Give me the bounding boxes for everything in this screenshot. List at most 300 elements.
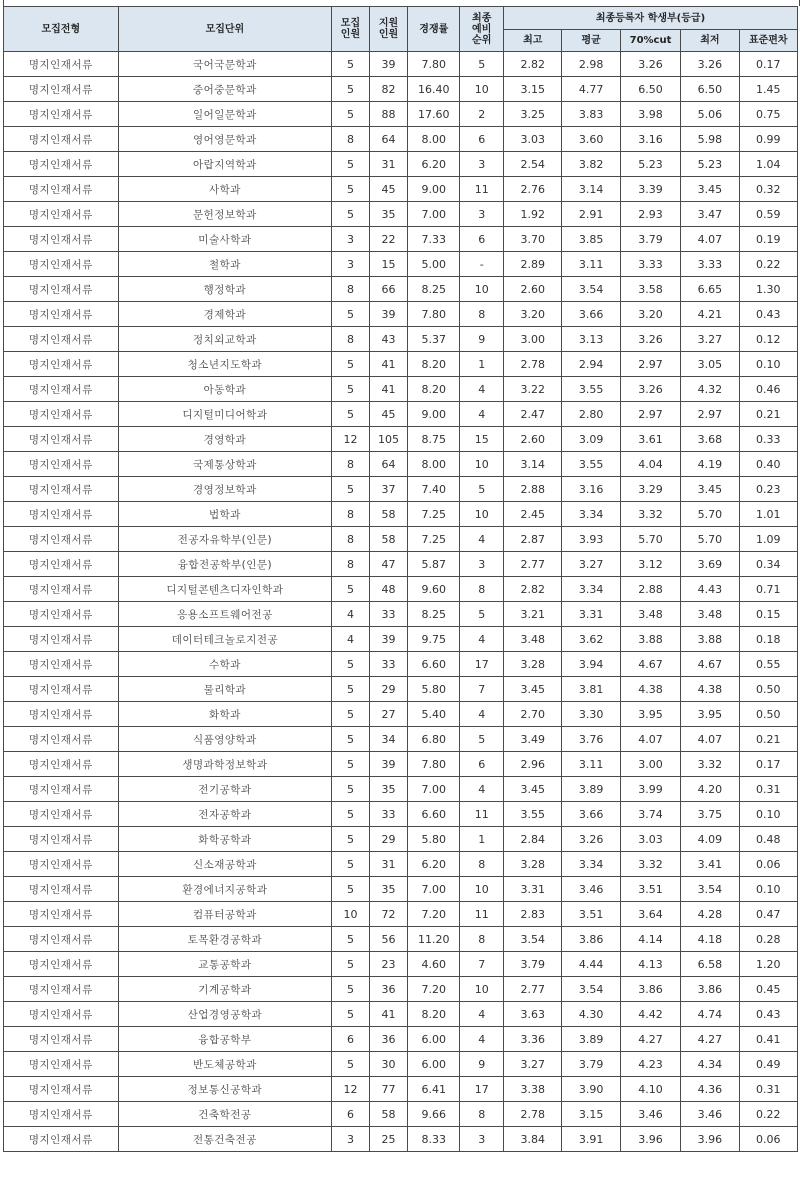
cell-unit: 전통건축전공 (118, 1127, 332, 1152)
header-unit: 모집단위 (118, 7, 332, 52)
header-recruit-line1: 모집 (340, 18, 361, 29)
cell-avg: 3.26 (562, 827, 620, 852)
cell-avg: 3.46 (562, 877, 620, 902)
cell-competition: 7.25 (408, 527, 460, 552)
table-row (4, 577, 798, 602)
cell-unit: 국어국문학과 (118, 52, 332, 77)
table-row (4, 1077, 798, 1102)
cell-avg: 3.60 (562, 127, 620, 152)
cell-competition: 8.00 (408, 127, 460, 152)
cell-max: 2.78 (504, 1102, 562, 1127)
cell-cut70: 3.88 (620, 627, 680, 652)
table-row (4, 1052, 798, 1077)
cell-applicants: 27 (369, 702, 408, 727)
cell-unit: 건축학전공 (118, 1102, 332, 1127)
cell-waitlist: 11 (460, 177, 504, 202)
cell-recruit: 4 (332, 627, 370, 652)
cell-waitlist: 7 (460, 677, 504, 702)
table-row (4, 427, 798, 452)
cell-competition: 8.25 (408, 277, 460, 302)
cell-min: 4.36 (681, 1077, 739, 1102)
table-row (4, 527, 798, 552)
cell-max: 3.36 (504, 1027, 562, 1052)
table-row (4, 202, 798, 227)
cell-cut70: 3.95 (620, 702, 680, 727)
cell-min: 3.75 (681, 802, 739, 827)
cell-avg: 2.98 (562, 52, 620, 77)
cell-unit: 생명과학정보학과 (118, 752, 332, 777)
cell-waitlist: 9 (460, 1052, 504, 1077)
cell-cut70: 3.26 (620, 327, 680, 352)
cell-sd: 0.48 (739, 827, 797, 852)
cell-min: 5.06 (681, 102, 739, 127)
cell-waitlist: 2 (460, 102, 504, 127)
cell-recruit: 8 (332, 452, 370, 477)
cell-sd: 0.50 (739, 677, 797, 702)
cell-waitlist: 15 (460, 427, 504, 452)
cell-type: 명지인재서류 (4, 352, 119, 377)
cell-applicants: 33 (369, 802, 408, 827)
cell-max: 3.28 (504, 852, 562, 877)
cell-applicants: 47 (369, 552, 408, 577)
cell-type: 명지인재서류 (4, 652, 119, 677)
table-row (4, 477, 798, 502)
cell-applicants: 39 (369, 52, 408, 77)
cell-type: 명지인재서류 (4, 177, 119, 202)
cell-min: 4.07 (681, 727, 739, 752)
cell-recruit: 5 (332, 1002, 370, 1027)
header-waitlist-line2: 예비 (472, 23, 492, 35)
header-min: 최저 (681, 30, 739, 52)
cell-type: 명지인재서류 (4, 1102, 119, 1127)
cell-unit: 토목환경공학과 (118, 927, 332, 952)
cell-sd: 0.59 (739, 202, 797, 227)
cell-sd: 0.18 (739, 627, 797, 652)
cell-applicants: 77 (369, 1077, 408, 1102)
cell-recruit: 5 (332, 927, 370, 952)
cell-type: 명지인재서류 (4, 427, 119, 452)
cell-min: 4.07 (681, 227, 739, 252)
cell-sd: 0.41 (739, 1027, 797, 1052)
cell-recruit: 5 (332, 202, 370, 227)
cell-recruit: 8 (332, 327, 370, 352)
cell-cut70: 4.23 (620, 1052, 680, 1077)
cell-waitlist: 9 (460, 327, 504, 352)
cell-unit: 정치외교학과 (118, 327, 332, 352)
cell-max: 3.21 (504, 602, 562, 627)
cell-min: 4.32 (681, 377, 739, 402)
cell-cut70: 2.97 (620, 402, 680, 427)
cell-unit: 컴퓨터공학과 (118, 902, 332, 927)
cell-max: 3.25 (504, 102, 562, 127)
cell-avg: 3.14 (562, 177, 620, 202)
cell-applicants: 88 (369, 102, 408, 127)
cell-min: 4.19 (681, 452, 739, 477)
cell-avg: 3.54 (562, 977, 620, 1002)
table-row (4, 327, 798, 352)
cell-competition: 7.80 (408, 752, 460, 777)
cell-recruit: 3 (332, 252, 370, 277)
cell-avg: 3.89 (562, 777, 620, 802)
cell-recruit: 8 (332, 552, 370, 577)
cell-applicants: 35 (369, 777, 408, 802)
cell-competition: 7.25 (408, 502, 460, 527)
cell-type: 명지인재서류 (4, 877, 119, 902)
cell-max: 2.96 (504, 752, 562, 777)
cell-waitlist: 17 (460, 1077, 504, 1102)
cell-cut70: 3.39 (620, 177, 680, 202)
cell-min: 5.23 (681, 152, 739, 177)
cell-waitlist: 3 (460, 1127, 504, 1152)
cell-unit: 아동학과 (118, 377, 332, 402)
cell-recruit: 5 (332, 402, 370, 427)
cell-unit: 식품영양학과 (118, 727, 332, 752)
cell-type: 명지인재서류 (4, 302, 119, 327)
cell-competition: 8.20 (408, 352, 460, 377)
cell-avg: 3.66 (562, 302, 620, 327)
cell-recruit: 5 (332, 852, 370, 877)
cell-max: 3.84 (504, 1127, 562, 1152)
cell-competition: 6.20 (408, 152, 460, 177)
cell-sd: 0.71 (739, 577, 797, 602)
cell-sd: 1.09 (739, 527, 797, 552)
cell-waitlist: 6 (460, 127, 504, 152)
cell-min: 3.47 (681, 202, 739, 227)
cell-sd: 0.10 (739, 877, 797, 902)
cell-applicants: 43 (369, 327, 408, 352)
cell-applicants: 45 (369, 177, 408, 202)
cell-competition: 9.75 (408, 627, 460, 652)
cell-type: 명지인재서류 (4, 327, 119, 352)
cell-avg: 3.16 (562, 477, 620, 502)
cell-recruit: 5 (332, 352, 370, 377)
cell-type: 명지인재서류 (4, 502, 119, 527)
cell-cut70: 4.10 (620, 1077, 680, 1102)
cell-sd: 0.40 (739, 452, 797, 477)
table-row (4, 977, 798, 1002)
cell-type: 명지인재서류 (4, 1077, 119, 1102)
cell-sd: 0.50 (739, 702, 797, 727)
cell-avg: 3.90 (562, 1077, 620, 1102)
cell-type: 명지인재서류 (4, 777, 119, 802)
cell-min: 3.45 (681, 177, 739, 202)
cell-waitlist: 1 (460, 352, 504, 377)
cell-sd: 0.10 (739, 352, 797, 377)
cell-max: 3.79 (504, 952, 562, 977)
cell-unit: 융합공학부 (118, 1027, 332, 1052)
cell-type: 명지인재서류 (4, 552, 119, 577)
cell-recruit: 4 (332, 602, 370, 627)
cell-sd: 1.30 (739, 277, 797, 302)
cell-waitlist: 17 (460, 652, 504, 677)
cell-min: 3.41 (681, 852, 739, 877)
cell-competition: 7.33 (408, 227, 460, 252)
cell-sd: 0.43 (739, 1002, 797, 1027)
table-row (4, 1027, 798, 1052)
cell-type: 명지인재서류 (4, 827, 119, 852)
cell-waitlist: 6 (460, 227, 504, 252)
table-row (4, 1127, 798, 1152)
cell-sd: 0.33 (739, 427, 797, 452)
cell-recruit: 5 (332, 752, 370, 777)
cell-cut70: 5.70 (620, 527, 680, 552)
cell-competition: 7.20 (408, 902, 460, 927)
cell-waitlist: 10 (460, 77, 504, 102)
cell-waitlist: 4 (460, 777, 504, 802)
cell-max: 3.48 (504, 627, 562, 652)
cell-competition: 6.41 (408, 1077, 460, 1102)
cell-type: 명지인재서류 (4, 152, 119, 177)
cell-competition: 7.00 (408, 777, 460, 802)
cell-unit: 정보통신공학과 (118, 1077, 332, 1102)
cell-min: 6.50 (681, 77, 739, 102)
header-applicants (369, 7, 408, 52)
cell-unit: 전공자유학부(인문) (118, 527, 332, 552)
cell-cut70: 3.46 (620, 1102, 680, 1127)
cell-avg: 4.30 (562, 1002, 620, 1027)
cell-type: 명지인재서류 (4, 677, 119, 702)
cell-waitlist: 10 (460, 977, 504, 1002)
cell-recruit: 5 (332, 177, 370, 202)
cell-max: 2.54 (504, 152, 562, 177)
cell-recruit: 5 (332, 802, 370, 827)
cell-unit: 수학과 (118, 652, 332, 677)
cell-avg: 3.13 (562, 327, 620, 352)
cell-type: 명지인재서류 (4, 727, 119, 752)
cell-avg: 3.51 (562, 902, 620, 927)
cell-type: 명지인재서류 (4, 977, 119, 1002)
cell-sd: 0.99 (739, 127, 797, 152)
header-recruit (332, 7, 370, 52)
cell-competition: 6.80 (408, 727, 460, 752)
table-row (4, 952, 798, 977)
cell-recruit: 8 (332, 502, 370, 527)
cell-recruit: 5 (332, 377, 370, 402)
cell-unit: 일어일문학과 (118, 102, 332, 127)
cell-max: 3.55 (504, 802, 562, 827)
cell-max: 2.60 (504, 277, 562, 302)
cell-unit: 철학과 (118, 252, 332, 277)
cell-min: 3.05 (681, 352, 739, 377)
cell-cut70: 3.00 (620, 752, 680, 777)
cell-min: 3.69 (681, 552, 739, 577)
cell-unit: 국제통상학과 (118, 452, 332, 477)
table-row (4, 877, 798, 902)
header-sd: 표준편차 (739, 30, 797, 52)
cell-unit: 반도체공학과 (118, 1052, 332, 1077)
cell-sd: 0.75 (739, 102, 797, 127)
cell-competition: 8.25 (408, 602, 460, 627)
cell-competition: 6.00 (408, 1052, 460, 1077)
cell-max: 3.54 (504, 927, 562, 952)
cell-unit: 환경에너지공학과 (118, 877, 332, 902)
cell-unit: 디지털콘텐츠디자인학과 (118, 577, 332, 602)
header-grade-group: 최종등록자 학생부(등급) (504, 7, 798, 30)
cell-min: 6.58 (681, 952, 739, 977)
cell-waitlist: 8 (460, 927, 504, 952)
cell-unit: 법학과 (118, 502, 332, 527)
cell-min: 4.21 (681, 302, 739, 327)
cell-recruit: 5 (332, 52, 370, 77)
cell-competition: 7.20 (408, 977, 460, 1002)
table-row (4, 302, 798, 327)
cell-applicants: 48 (369, 577, 408, 602)
cell-type: 명지인재서류 (4, 1052, 119, 1077)
cell-sd: 0.17 (739, 52, 797, 77)
cell-recruit: 3 (332, 227, 370, 252)
cell-max: 3.45 (504, 677, 562, 702)
cell-unit: 미술사학과 (118, 227, 332, 252)
cell-competition: 7.40 (408, 477, 460, 502)
header-recruit-line2: 인원 (340, 29, 361, 40)
cell-recruit: 12 (332, 427, 370, 452)
cell-competition: 9.60 (408, 577, 460, 602)
cell-unit: 아랍지역학과 (118, 152, 332, 177)
cell-min: 5.98 (681, 127, 739, 152)
cell-max: 3.27 (504, 1052, 562, 1077)
cell-max: 3.38 (504, 1077, 562, 1102)
cell-cut70: 2.88 (620, 577, 680, 602)
table-row (4, 502, 798, 527)
cell-waitlist: 4 (460, 527, 504, 552)
cell-sd: 0.47 (739, 902, 797, 927)
cell-type: 명지인재서류 (4, 477, 119, 502)
cell-type: 명지인재서류 (4, 577, 119, 602)
cell-min: 3.96 (681, 1127, 739, 1152)
cell-avg: 3.54 (562, 277, 620, 302)
cell-avg: 3.15 (562, 1102, 620, 1127)
cell-unit: 경제학과 (118, 302, 332, 327)
cell-waitlist: 11 (460, 902, 504, 927)
cell-cut70: 3.58 (620, 277, 680, 302)
cell-sd: 0.55 (739, 652, 797, 677)
cell-applicants: 39 (369, 752, 408, 777)
cell-competition: 5.37 (408, 327, 460, 352)
cell-waitlist: 7 (460, 952, 504, 977)
cell-recruit: 5 (332, 777, 370, 802)
cell-competition: 16.40 (408, 77, 460, 102)
cell-cut70: 4.04 (620, 452, 680, 477)
cell-avg: 3.89 (562, 1027, 620, 1052)
cell-cut70: 2.93 (620, 202, 680, 227)
cell-type: 명지인재서류 (4, 1127, 119, 1152)
cell-recruit: 5 (332, 977, 370, 1002)
cell-min: 5.70 (681, 502, 739, 527)
cell-cut70: 4.27 (620, 1027, 680, 1052)
cell-cut70: 4.14 (620, 927, 680, 952)
cell-type: 명지인재서류 (4, 952, 119, 977)
cell-waitlist: 5 (460, 727, 504, 752)
cell-avg: 3.30 (562, 702, 620, 727)
cell-max: 3.22 (504, 377, 562, 402)
cell-recruit: 5 (332, 652, 370, 677)
cell-recruit: 5 (332, 952, 370, 977)
cell-avg: 3.34 (562, 577, 620, 602)
cell-waitlist: 4 (460, 627, 504, 652)
cell-cut70: 4.38 (620, 677, 680, 702)
cell-applicants: 22 (369, 227, 408, 252)
table-row (4, 152, 798, 177)
cell-waitlist: 3 (460, 202, 504, 227)
cell-applicants: 33 (369, 602, 408, 627)
cell-competition: 5.00 (408, 252, 460, 277)
cell-unit: 청소년지도학과 (118, 352, 332, 377)
cell-applicants: 41 (369, 377, 408, 402)
cell-unit: 화학공학과 (118, 827, 332, 852)
cell-waitlist: 3 (460, 552, 504, 577)
cell-avg: 2.94 (562, 352, 620, 377)
table-row (4, 402, 798, 427)
cell-applicants: 58 (369, 527, 408, 552)
cell-recruit: 8 (332, 277, 370, 302)
cell-type: 명지인재서류 (4, 1027, 119, 1052)
cell-type: 명지인재서류 (4, 752, 119, 777)
cell-applicants: 45 (369, 402, 408, 427)
cell-recruit: 5 (332, 727, 370, 752)
cell-min: 3.33 (681, 252, 739, 277)
cell-min: 4.09 (681, 827, 739, 852)
cell-waitlist: 1 (460, 827, 504, 852)
header-cut70: 70%cut (620, 30, 680, 52)
cell-recruit: 5 (332, 877, 370, 902)
table-row (4, 1002, 798, 1027)
cell-sd: 0.31 (739, 777, 797, 802)
cell-max: 2.89 (504, 252, 562, 277)
cell-recruit: 5 (332, 477, 370, 502)
cell-avg: 3.66 (562, 802, 620, 827)
cell-max: 3.28 (504, 652, 562, 677)
cell-sd: 1.45 (739, 77, 797, 102)
cell-unit: 물리학과 (118, 677, 332, 702)
cell-applicants: 30 (369, 1052, 408, 1077)
cell-waitlist: 11 (460, 802, 504, 827)
table-row (4, 277, 798, 302)
cell-max: 2.84 (504, 827, 562, 852)
cell-applicants: 31 (369, 852, 408, 877)
cell-sd: 0.06 (739, 1127, 797, 1152)
cell-applicants: 39 (369, 302, 408, 327)
cell-avg: 4.77 (562, 77, 620, 102)
cell-min: 2.97 (681, 402, 739, 427)
cell-min: 3.45 (681, 477, 739, 502)
cell-recruit: 5 (332, 302, 370, 327)
cell-recruit: 5 (332, 102, 370, 127)
cell-min: 3.86 (681, 977, 739, 1002)
cell-sd: 0.46 (739, 377, 797, 402)
cell-min: 3.27 (681, 327, 739, 352)
cell-type: 명지인재서류 (4, 252, 119, 277)
cell-competition: 6.60 (408, 652, 460, 677)
cell-competition: 6.00 (408, 1027, 460, 1052)
cell-recruit: 10 (332, 902, 370, 927)
cell-cut70: 5.23 (620, 152, 680, 177)
cell-cut70: 4.13 (620, 952, 680, 977)
cell-avg: 3.86 (562, 927, 620, 952)
table-row (4, 802, 798, 827)
cell-sd: 0.06 (739, 852, 797, 877)
cell-avg: 3.79 (562, 1052, 620, 1077)
cell-unit: 중어중문학과 (118, 77, 332, 102)
cell-cut70: 4.67 (620, 652, 680, 677)
cell-avg: 3.11 (562, 252, 620, 277)
cell-unit: 행정학과 (118, 277, 332, 302)
cell-type: 명지인재서류 (4, 102, 119, 127)
cell-unit: 전기공학과 (118, 777, 332, 802)
cell-unit: 데이터테크놀로지전공 (118, 627, 332, 652)
cell-applicants: 37 (369, 477, 408, 502)
cell-cut70: 3.32 (620, 852, 680, 877)
cell-avg: 2.80 (562, 402, 620, 427)
